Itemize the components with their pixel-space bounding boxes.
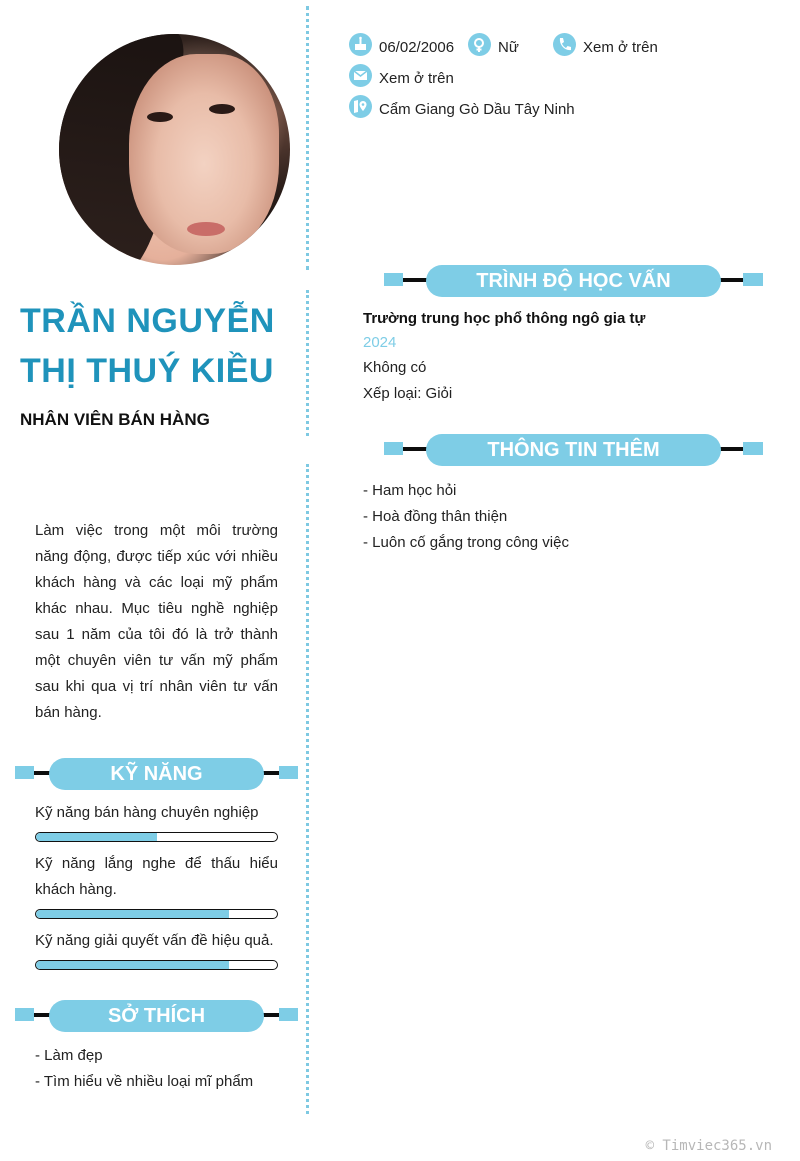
column-divider-top [306,6,309,270]
skill-label: Kỹ năng giải quyết vấn đề hiệu quả. [35,932,274,949]
birthday-cake-icon [349,33,372,56]
career-objective: Làm việc trong một môi trường năng động, được tiếp xúc với nhiều khách hàng và các loại mỹ phẩm khác nhau. Mục tiêu nghề nghiệp sau 1 năm của tôi đó là trở thành một chuyên viên tư vấn mỹ phẩm sau khi qua vị trí nhân viên tư vấn bán hàng. [35,522,278,721]
skill-progress-bar [35,832,278,842]
additional-info-section-header [384,434,763,466]
skill-progress-fill [36,910,229,918]
phone-text: Xem ở trên [583,39,658,56]
column-divider-middle [306,290,309,436]
education-year: 2024 [363,334,397,351]
skill-label: Kỹ năng lắng nghe để thấu hiểu khách hàng. [35,855,278,898]
skills-title: KỸ NĂNG [49,758,264,790]
column-divider-bottom [306,464,309,1114]
skill-progress-bar [35,960,278,970]
gender-text: Nữ [498,39,519,56]
education-grade: Xếp loại: Giỏi [363,385,453,402]
birthday-text: 06/02/2006 [379,39,455,56]
skills-section-header [15,758,298,790]
map-pin-icon [349,95,372,118]
additional-info-title: THÔNG TIN THÊM [426,434,721,466]
email-icon [349,64,372,87]
hobbies-title: SỞ THÍCH [49,1000,264,1032]
additional-info-item: - Ham học hỏi [363,482,457,499]
hobby-item: - Làm đẹp [35,1047,103,1064]
hobbies-section-header [15,1000,298,1032]
address-text: Cẩm Giang Gò Dầu Tây Ninh [379,101,575,118]
education-major: Không có [363,359,427,376]
phone-icon [553,33,576,56]
education-section-header [384,265,763,297]
avatar [59,34,290,265]
email-text: Xem ở trên [379,70,454,87]
footer-watermark: © Timviec365.vn [645,1138,772,1154]
skill-progress-bar [35,909,278,919]
gender-icon [468,33,491,56]
job-title: NHÂN VIÊN BÁN HÀNG [20,410,210,429]
hobby-item: - Tìm hiểu về nhiều loại mĩ phẩm [35,1073,254,1090]
education-title: TRÌNH ĐỘ HỌC VẤN [426,265,721,297]
skill-label: Kỹ năng bán hàng chuyên nghiệp [35,804,259,821]
additional-info-item: - Hoà đồng thân thiện [363,508,508,525]
education-school: Trường trung học phổ thông ngô gia tự [363,310,646,327]
additional-info-item: - Luôn cố gắng trong công việc [363,534,569,551]
skill-progress-fill [36,961,229,969]
candidate-name: TRẦN NGUYỄN THỊ THUÝ KIỀU [20,302,275,390]
skill-progress-fill [36,833,157,841]
